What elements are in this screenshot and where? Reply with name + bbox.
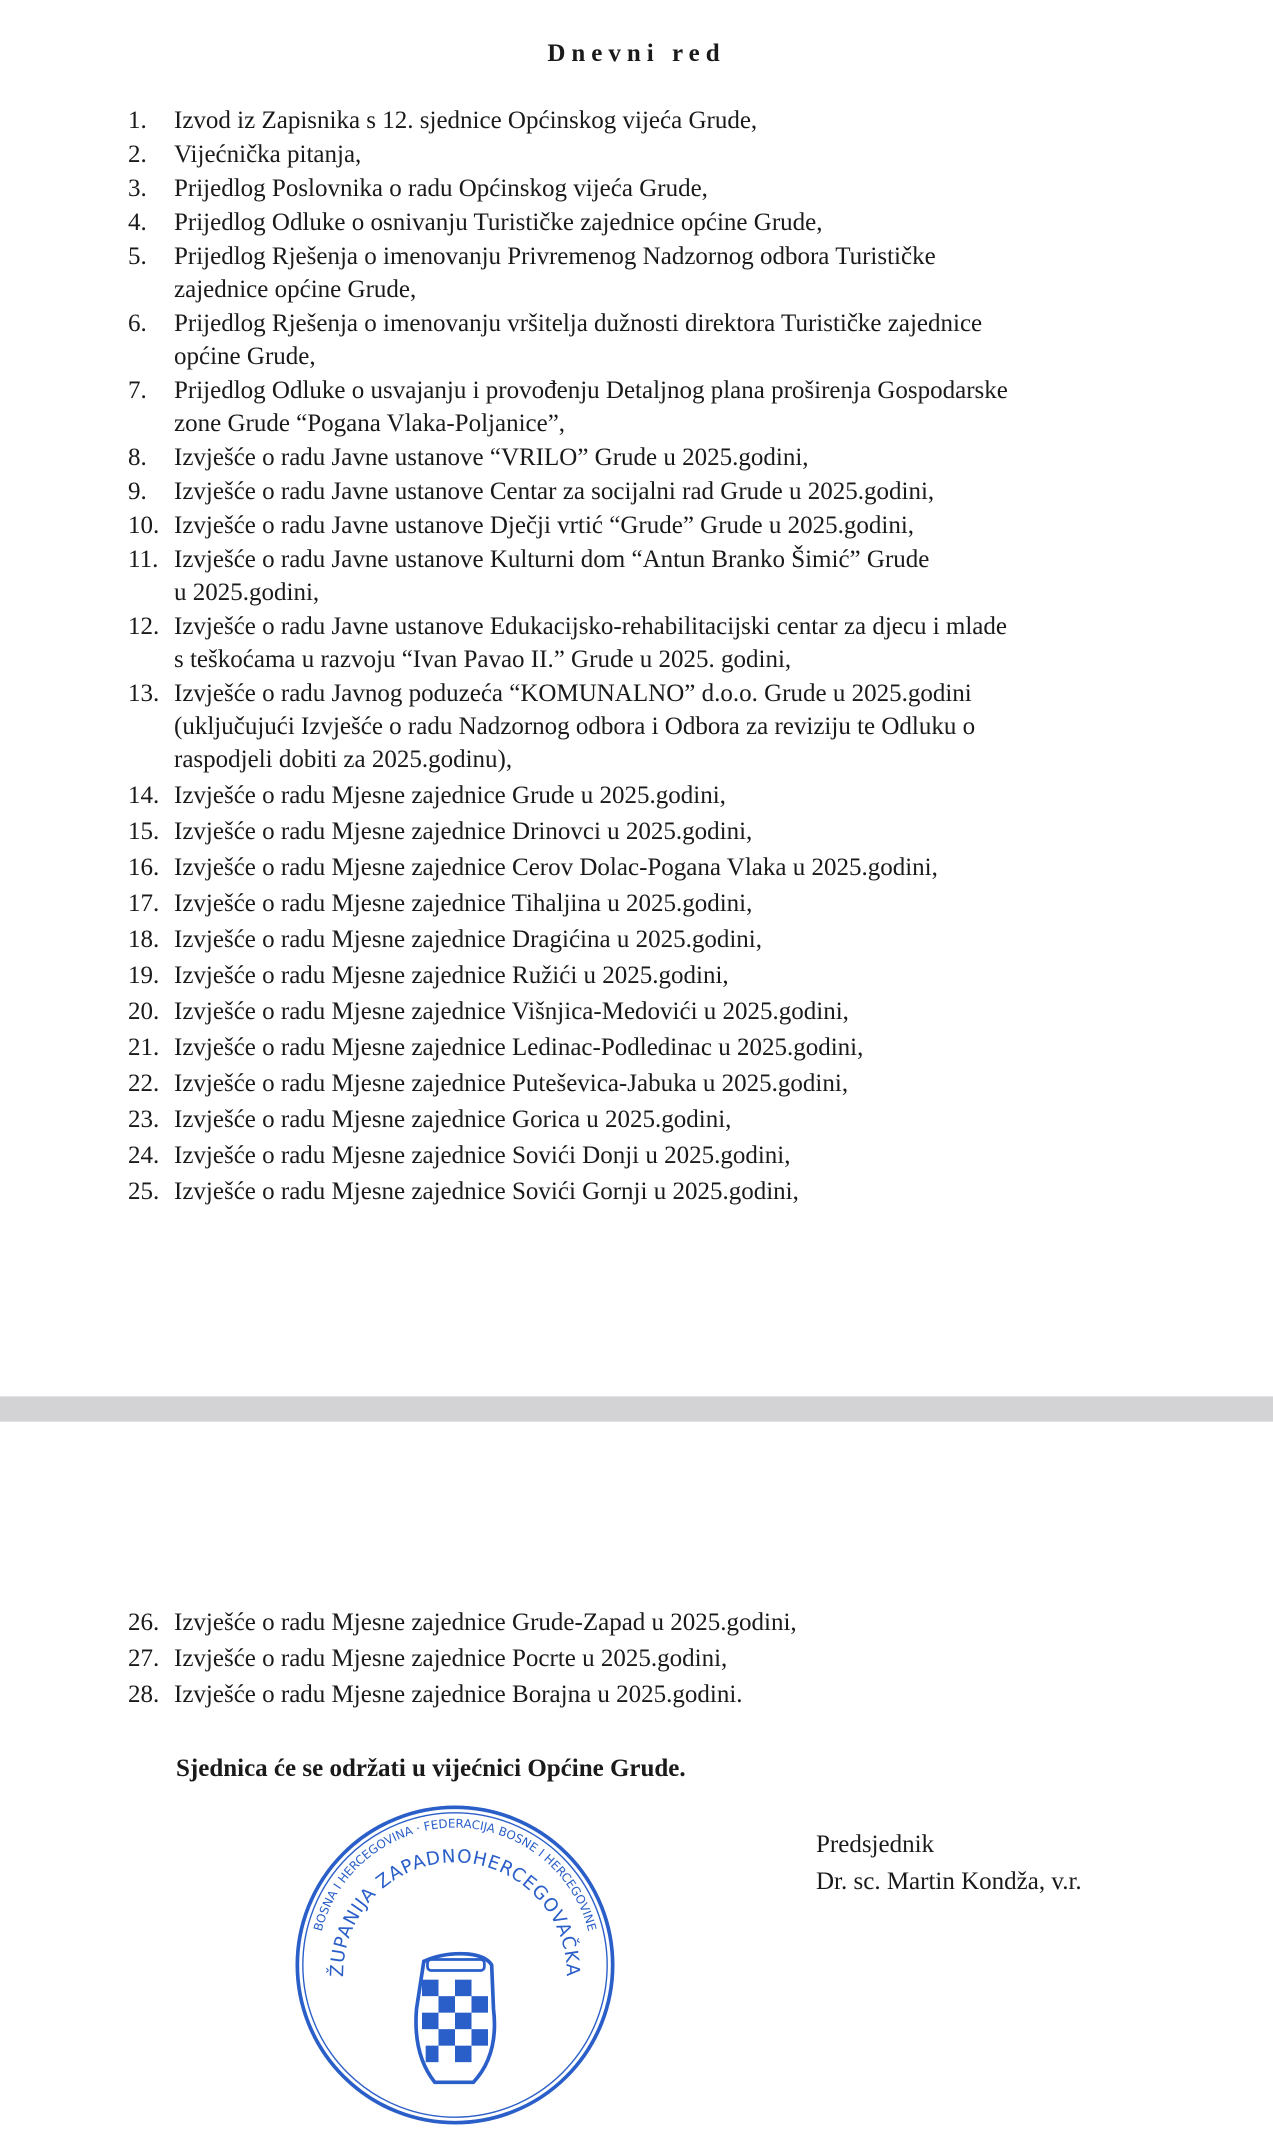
agenda-item — [128, 1139, 1148, 1172]
agenda-item-line — [174, 374, 1148, 407]
agenda-item-text: Izvješće o radu Mjesne zajednice Pocrte u 2025.godini, — [174, 1645, 728, 1672]
agenda-item-line — [174, 1067, 1148, 1100]
signature-name: Dr. sc. Martin Kondža, v.r. — [816, 1868, 1082, 1895]
agenda-item-line — [174, 1642, 1148, 1675]
agenda-item — [128, 475, 1148, 508]
coat-of-arms-icon — [416, 1954, 494, 2083]
agenda-item-text: Izvješće o radu Mjesne zajednice Grude u 2025.godini, — [174, 782, 726, 809]
agenda-item-line — [174, 851, 1148, 884]
official-stamp — [290, 1800, 620, 2130]
agenda-item — [128, 995, 1148, 1028]
agenda-item-text: Izvješće o radu Mjesne zajednice Borajna u 2025.godini. — [174, 1681, 743, 1708]
agenda-item — [128, 374, 1148, 440]
agenda-item — [128, 206, 1148, 239]
agenda-item-line — [174, 138, 1148, 171]
agenda-item-line — [174, 104, 1148, 137]
agenda-item — [128, 138, 1148, 171]
agenda-item-number: 9. — [128, 478, 147, 505]
agenda-item-number: 24. — [128, 1142, 160, 1169]
agenda-item-text: Izvješće o radu Javne ustanove Edukacijsko-rehabilitacijski centar za djecu i mlade — [174, 613, 1007, 640]
stamp-inner-text — [326, 1846, 583, 1977]
agenda-item-number: 4. — [128, 209, 147, 236]
agenda-item — [128, 1103, 1148, 1136]
agenda-item-text: u 2025.godini, — [174, 579, 320, 606]
agenda-item-text: Izvješće o radu Mjesne zajednice Grude-Zapad u 2025.godini, — [174, 1609, 797, 1636]
agenda-item-line — [174, 923, 1148, 956]
agenda-item — [128, 240, 1148, 306]
agenda-item-line — [174, 1606, 1148, 1639]
agenda-item-line — [174, 1031, 1148, 1064]
agenda-item-number: 23. — [128, 1106, 160, 1133]
agenda-item-text: Izvješće o radu Javne ustanove “VRILO” Grude u 2025.godini, — [174, 444, 809, 471]
agenda-item-number: 11. — [128, 546, 159, 573]
agenda-item-number: 14. — [128, 782, 160, 809]
agenda-item-text: Izvješće o radu Mjesne zajednice Sovići Donji u 2025.godini, — [174, 1142, 791, 1169]
agenda-item — [128, 1606, 1148, 1639]
agenda-item-line — [174, 1175, 1148, 1208]
agenda-item-number: 10. — [128, 512, 160, 539]
agenda-item-text: Izvješće o radu Mjesne zajednice Ledinac-Podledinac u 2025.godini, — [174, 1034, 864, 1061]
agenda-item — [128, 923, 1148, 956]
agenda-item-line — [174, 307, 1148, 340]
agenda-item-line — [174, 543, 1148, 576]
agenda-item-line — [174, 441, 1148, 474]
agenda-item-number: 16. — [128, 854, 160, 881]
agenda-item-text: Prijedlog Rješenja o imenovanju Privremenog Nadzornog odbora Turističke — [174, 243, 936, 270]
agenda-item-line — [174, 743, 1148, 776]
agenda-item-text: općine Grude, — [174, 343, 316, 370]
agenda-item-number: 17. — [128, 890, 160, 917]
agenda-item — [128, 851, 1148, 884]
agenda-item-line — [174, 475, 1148, 508]
agenda-item-text: Izvješće o radu Mjesne zajednice Višnjica-Medovići u 2025.godini, — [174, 998, 849, 1025]
agenda-item-text: zone Grude “Pogana Vlaka-Poljanice”, — [174, 410, 566, 437]
document-title: Dnevni red — [547, 40, 726, 67]
agenda-item-number: 21. — [128, 1034, 160, 1061]
agenda-item — [128, 677, 1148, 776]
agenda-item-number: 6. — [128, 310, 147, 337]
agenda-item-number: 22. — [128, 1070, 160, 1097]
signature-block — [816, 1826, 1082, 1900]
agenda-item-text: Izvješće o radu Javne ustanove Centar za socijalni rad Grude u 2025.godini, — [174, 478, 935, 505]
agenda-item-number: 12. — [128, 613, 160, 640]
agenda-item — [128, 509, 1148, 542]
agenda-item — [128, 1031, 1148, 1064]
agenda-item — [128, 815, 1148, 848]
agenda-item-text: Prijedlog Odluke o osnivanju Turističke zajednice općine Grude, — [174, 209, 823, 236]
agenda-item-line — [174, 576, 1148, 609]
agenda-item-text: Vijećnička pitanja, — [174, 141, 362, 168]
agenda-item-line — [174, 509, 1148, 542]
agenda-item-number: 28. — [128, 1681, 160, 1708]
agenda-item-line — [174, 959, 1148, 992]
stamp-outer-text-path: BOSNA I HERCEGOVINA · FEDERACIJA BOSNE I HERCEGOVINE — [310, 1816, 600, 1933]
agenda-item-number: 25. — [128, 1178, 160, 1205]
agenda-item-text: Izvješće o radu Mjesne zajednice Sovići Gornji u 2025.godini, — [174, 1178, 799, 1205]
agenda-item-text: Prijedlog Poslovnika o radu Općinskog vijeća Grude, — [174, 175, 708, 202]
agenda-item-text: Izvješće o radu Mjesne zajednice Drinovci u 2025.godini, — [174, 818, 753, 845]
agenda-item-text: Prijedlog Odluke o usvajanju i provođenju Detaljnog plana proširenja Gospodarske — [174, 377, 1008, 404]
agenda-item-text: Izvješće o radu Javne ustanove Kulturni dom “Antun Branko Šimić” Grude — [174, 546, 930, 573]
agenda-item-number: 5. — [128, 243, 147, 270]
agenda-item-number: 15. — [128, 818, 160, 845]
agenda-item-line — [174, 643, 1148, 676]
stamp-inner-text-path: ŽUPANIJA ZAPADNOHERCEGOVAČKA — [327, 1846, 583, 1978]
agenda-item-line — [174, 273, 1148, 306]
agenda-item — [128, 543, 1148, 609]
agenda-item — [128, 779, 1148, 812]
agenda-item-number: 20. — [128, 998, 160, 1025]
agenda-item-text: (uključujući Izvješće o radu Nadzornog odbora i Odbora za reviziju te Odluku o — [174, 713, 976, 740]
agenda-item-line — [174, 815, 1148, 848]
agenda-item-number: 27. — [128, 1645, 160, 1672]
agenda-item — [128, 1678, 1148, 1711]
agenda-item-line — [174, 172, 1148, 205]
closing-note: Sjednica će se održati u vijećnici Općine Grude. — [176, 1752, 690, 1785]
agenda-item — [128, 959, 1148, 992]
agenda-item — [128, 887, 1148, 920]
agenda-item-line — [174, 1103, 1148, 1136]
agenda-item-line — [174, 206, 1148, 239]
agenda-item-number: 26. — [128, 1609, 160, 1636]
agenda-item-text: Izvješće o radu Mjesne zajednice Cerov Dolac-Pogana Vlaka u 2025.godini, — [174, 854, 938, 881]
page-separator — [0, 1396, 1273, 1422]
agenda-item — [128, 1067, 1148, 1100]
agenda-item-text: s teškoćama u razvoju “Ivan Pavao II.” Grude u 2025. godini, — [174, 646, 792, 673]
agenda-item-text: Izvod iz Zapisnika s 12. sjednice Općinskog vijeća Grude, — [174, 107, 758, 134]
agenda-item-line — [174, 677, 1148, 710]
agenda-item-number: 2. — [128, 141, 147, 168]
agenda-item-text: Prijedlog Rješenja o imenovanju vršitelja dužnosti direktora Turističke zajednice — [174, 310, 983, 337]
agenda-item-line — [174, 995, 1148, 1028]
agenda-item-text: Izvješće o radu Mjesne zajednice Tihaljina u 2025.godini, — [174, 890, 753, 917]
agenda-item-line — [174, 887, 1148, 920]
agenda-item — [128, 172, 1148, 205]
agenda-item — [128, 610, 1148, 676]
agenda-item-text: Izvješće o radu Mjesne zajednice Dragićina u 2025.godini, — [174, 926, 762, 953]
agenda-item-line — [174, 240, 1148, 273]
agenda-item-line — [174, 1678, 1148, 1711]
agenda-item-number: 19. — [128, 962, 160, 989]
agenda-item-text: Izvješće o radu Mjesne zajednice Puteševica-Jabuka u 2025.godini, — [174, 1070, 849, 1097]
agenda-item-number: 3. — [128, 175, 147, 202]
agenda-item-line — [174, 610, 1148, 643]
agenda-item — [128, 1175, 1148, 1208]
agenda-item-line — [174, 340, 1148, 373]
agenda-item-text: raspodjeli dobiti za 2025.godinu), — [174, 746, 513, 773]
agenda-item-text: Izvješće o radu Javne ustanove Dječji vrtić “Grude” Grude u 2025.godini, — [174, 512, 915, 539]
agenda-item-line — [174, 710, 1148, 743]
agenda-item — [128, 1642, 1148, 1675]
agenda-item-number: 18. — [128, 926, 160, 953]
agenda-item-text: Izvješće o radu Mjesne zajednice Ružići u 2025.godini, — [174, 962, 729, 989]
agenda-item — [128, 441, 1148, 474]
agenda-item-line — [174, 1139, 1148, 1172]
signature-role: Predsjednik — [816, 1831, 935, 1858]
agenda-item-number: 13. — [128, 680, 160, 707]
agenda-item — [128, 104, 1148, 137]
agenda-item-line — [174, 407, 1148, 440]
agenda-item-number: 7. — [128, 377, 147, 404]
agenda-item-text: Izvješće o radu Mjesne zajednice Gorica u 2025.godini, — [174, 1106, 732, 1133]
agenda-item-number: 8. — [128, 444, 147, 471]
agenda-item-text: Izvješće o radu Javnog poduzeća “KOMUNALNO” d.o.o. Grude u 2025.godini — [174, 680, 972, 707]
agenda-item-number: 1. — [128, 107, 147, 134]
agenda-item-line — [174, 779, 1148, 812]
agenda-item-text: zajednice općine Grude, — [174, 276, 417, 303]
agenda-item — [128, 307, 1148, 373]
